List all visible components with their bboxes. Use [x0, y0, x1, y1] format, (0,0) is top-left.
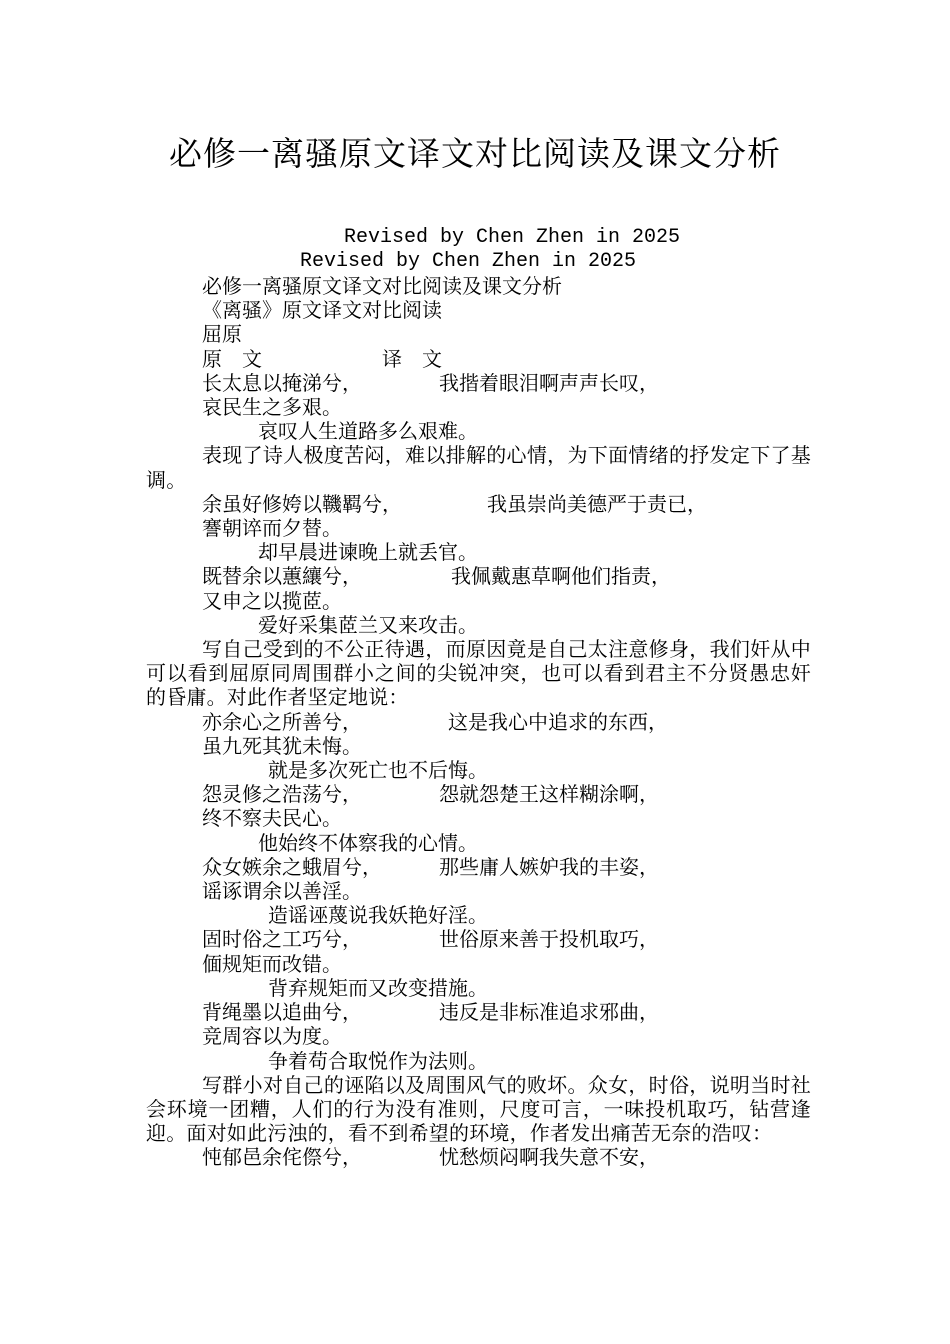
translation-line: 却早晨进谏晚上就丢官。	[258, 540, 478, 565]
translation-line: 哀叹人生道路多么艰难。	[258, 419, 478, 444]
verse-line: 终不察夫民心。	[202, 806, 342, 831]
verse-line: 忳郁邑余侘傺兮， 忧愁烦闷啊我失意不安，	[202, 1145, 659, 1170]
verse-line: 亦余心之所善兮， 这是我心中追求的东西，	[202, 709, 668, 734]
translation-line: 就是多次死亡也不后悔。	[268, 758, 488, 783]
analysis-paragraph: 写自己受到的不公正待遇，而原因竟是自己太注意修身，我们奸从中可以看到屈原同周围群小之间的尖锐冲突，也可以看到君主不分贤愚忠奸的昏庸。对此作者坚定地说：	[146, 637, 811, 710]
verse-line: 哀民生之多艰。	[202, 395, 342, 420]
subtitle-line: 必修一离骚原文译文对比阅读及课文分析	[202, 274, 562, 298]
revised-note: Revised by Chen Zhen in 2025	[344, 226, 681, 249]
document-title: 必修一离骚原文译文对比阅读及课文分析	[169, 134, 781, 173]
verse-line: 长太息以掩涕兮， 我揩着眼泪啊声声长叹，	[202, 370, 659, 395]
revised-note: Revised by Chen Zhen in 2025	[300, 250, 637, 273]
text-title: 《离骚》原文译文对比阅读	[202, 298, 442, 323]
translation-line: 造谣诬蔑说我妖艳好淫。	[268, 903, 488, 928]
analysis-paragraph: 写群小对自己的诬陷以及周围风气的败坏。众女，时俗，说明当时社会环境一团糟，人们的行为没有准则，尺度可言，一味投机取巧，钻营逢迎。面对如此污浊的，看不到希望的环境，作者发出痛苦无奈的浩叹：	[146, 1072, 811, 1146]
verse-line: 謇朝谇而夕替。	[202, 516, 342, 541]
verse-line: 又申之以揽茝。	[202, 588, 342, 613]
verse-line: 余虽好修姱以鞿羁兮， 我虽崇尚美德严于责已，	[202, 491, 707, 516]
header-original: 原 文	[202, 346, 262, 371]
verse-line: 偭规矩而改错。	[202, 951, 342, 976]
verse-line: 既替余以蕙纕兮， 我佩戴惠草啊他们指责，	[202, 564, 671, 589]
analysis-paragraph: 表现了诗人极度苦闷，难以排解的心情，为下面情绪的抒发定下了基调。	[146, 443, 811, 492]
author: 屈原	[202, 322, 242, 347]
verse-line: 固时俗之工巧兮， 世俗原来善于投机取巧，	[202, 927, 659, 952]
column-headers	[146, 347, 811, 371]
translation-line: 他始终不体察我的心情。	[258, 830, 478, 855]
verse-line: 众女嫉余之蛾眉兮， 那些庸人嫉妒我的丰姿，	[202, 854, 659, 879]
header-translation: 译 文	[382, 346, 442, 371]
verse-line: 怨灵修之浩荡兮， 怨就怨楚王这样糊涂啊，	[202, 782, 659, 807]
translation-line: 背弃规矩而又改变措施。	[268, 975, 488, 1000]
verse-line: 背绳墨以追曲兮， 违反是非标准追求邪曲，	[202, 1000, 659, 1025]
verse-line: 谣诼谓余以善淫。	[202, 879, 362, 904]
verse-line: 虽九死其犹未悔。	[202, 733, 362, 758]
document-body	[146, 274, 811, 1170]
translation-line: 爱好采集茝兰又来攻击。	[258, 612, 478, 637]
verse-line: 竞周容以为度。	[202, 1024, 342, 1049]
translation-line: 争着苟合取悦作为法则。	[268, 1048, 488, 1073]
